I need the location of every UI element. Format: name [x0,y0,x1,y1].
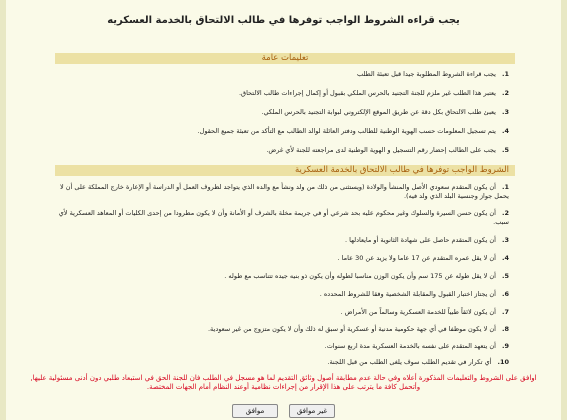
list-item: 8.أن لا يكون موظفا في أي جهة حكومية مدنية أو عسكرية أو سبق له ذلك وأن لا يكون متزوج من غير سعودية. [207,325,509,333]
list-item: 2.أن يكون حسن السيرة والسلوك وغير محكوم عليه بحد شرعي أو في جريمة مخلة بالشرف أو الأمانة وأن لا يكون مطرودا من إحدى الكليات أو المعاهد العسكرية لأي سبب. [58,209,509,226]
list-item: 7.أن يكون لائقاً طبياً للخدمة العسكرية وسالماً من الأمراض . [340,308,509,316]
agree-button[interactable]: موافق [232,404,278,418]
list-item: 5.يجب على الطالب إحضار رقم التسجيل و الهوية الوطنية لدى مراجعته للجنة لأي غرض. [266,146,509,154]
agreement-warning: اوافق على الشروط والتعليمات المذكورة أعلاه وفي حالة عدم مطابقة أصول وثائق التقديم لما هو مسجل في الطلب فان للجنة الحق في استبعاد طلبي دون أدنى مسئولية عليها, وأتحمل كافة ما يترتب على هذا الإقرار من إجراءات نظامية أوعند النظام أمام الجهات المختصة. [30,374,537,391]
list-item: 4.أن لا يقل عمره المتقدم عن 17 عاما ولا يزيد عن 30 عاما . [337,254,509,262]
list-item: 9.أن يتعهد المتقدم على نفسه بالخدمة العسكرية مدة اربع سنوات. [324,342,509,350]
list-item: 3.أن يكون المتقدم حاصل على شهادة الثانوية أو مايعادلها . [344,236,509,244]
disagree-button[interactable]: غير موافق [289,404,335,418]
military-conditions-heading: الشروط الواجب توفرها في طالب الالتحاق بالخدمة العسكرية [55,165,515,176]
list-item: 5.أن لا يقل طوله عن 175 سم وأن يكون الوزن مناسبا لطوله وأن يكون ذو بنيه جيده تتناسب مع طوله . [224,272,509,280]
list-item: 1.يجب قراءة الشروط المطلوبة جيدا قبل تعبئة الطلب [356,70,509,78]
list-item: 3.يعبئ طلب الالتحاق بكل دقة عن طريق الموقع الإلكتروني لبوابة التجنيد بالحرس الملكي. [261,108,509,116]
list-item: 6.أن يجتاز اختبار القبول والمقابلة الشخصية وفقا للشروط المحدده . [319,290,509,298]
list-item: 1.أن يكون المتقدم سعودي الأصل والمنشأ والولادة (ويستثنى من ذلك من ولد ونشأ مع والده الذي يتواجد لظروف العمل أو الدراسة أو الإعارة خارج المملكة على أن لا يحمل جواز وجنسية البلد الذي ولد فيه). [60,183,509,200]
page-title: يجب قراءه الشروط الواجب توفرها في طالب الالتحاق بالخدمة العسكريه [107,15,460,26]
list-item: 10.أي تكرار في تقديم الطلب سوف يلغى الطلب من قبل اللجنة. [327,358,509,366]
list-item: 4.يتم تسجيل المعلومات حسب الهوية الوطنية للطالب ودفتر العائلة لوالد الطالب مع التأكد من تعبئة جميع الحقول. [197,127,509,135]
general-instructions-heading: تعليمات عامة [55,53,515,64]
list-item: 2.يعتبر هذا الطلب غير ملزم للجنة التجنيد بالحرس الملكي بقبول أو إكمال إجراءات طالب الالتحاق. [238,89,509,97]
